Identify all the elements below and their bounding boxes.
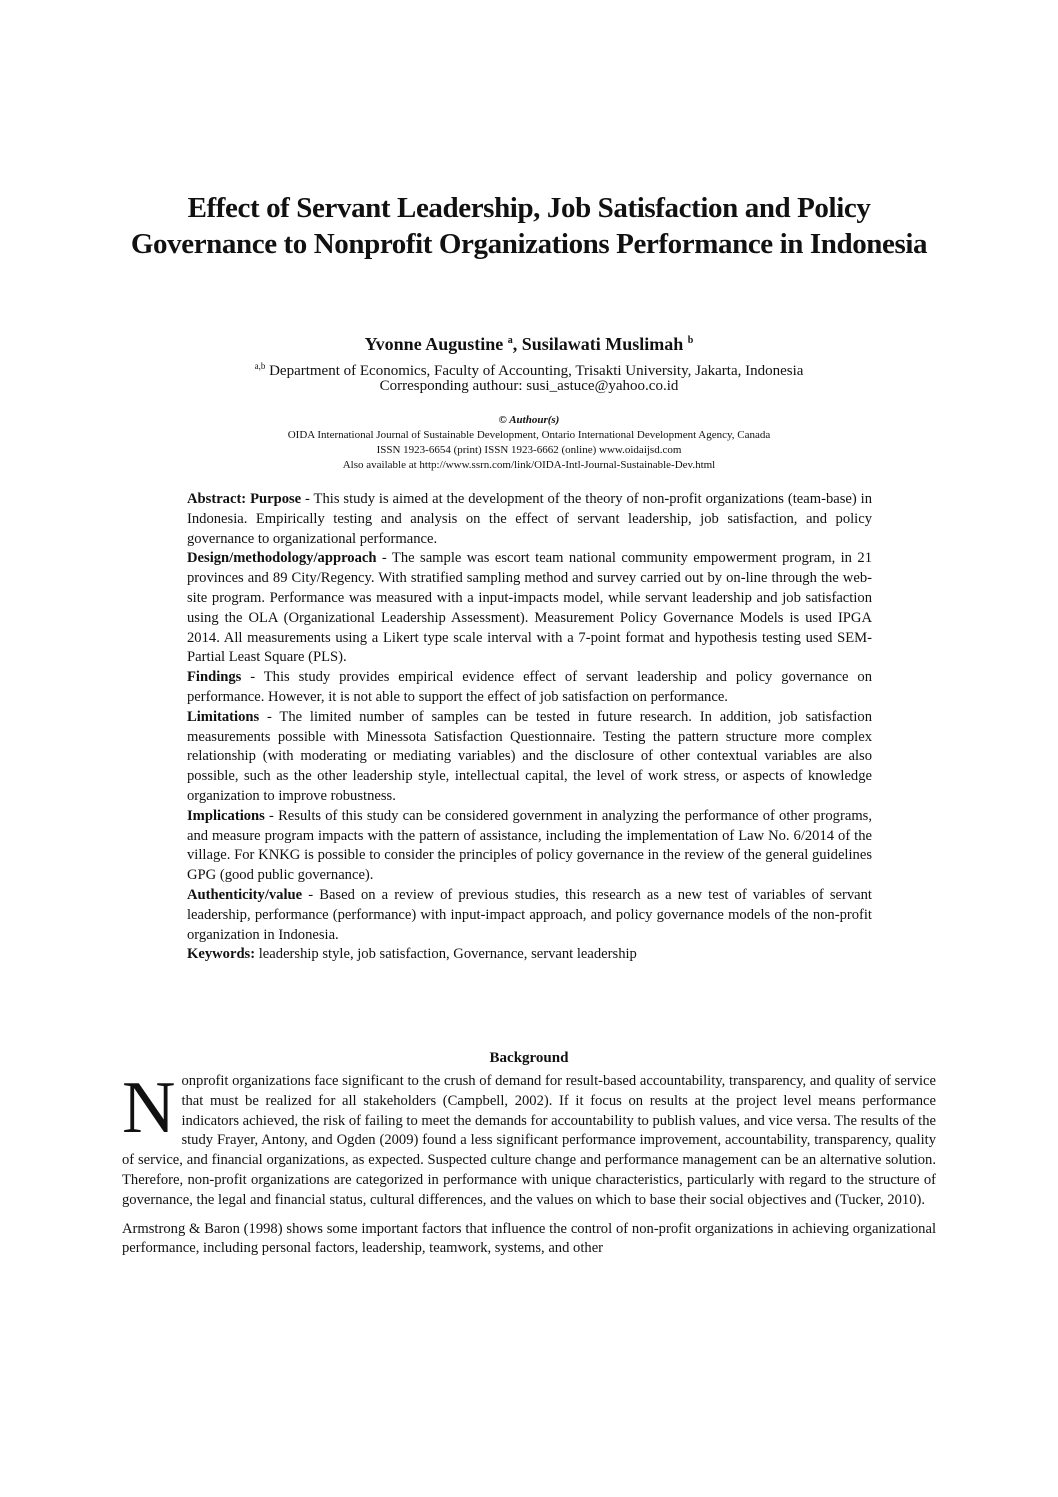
- abstract-findings: [187, 668, 872, 708]
- paper-title: Effect of Servant Leadership, Job Satisfaction and Policy Governance to Nonprofit Organizations Performance in Indonesia: [130, 192, 928, 260]
- journal-info: [120, 413, 938, 473]
- journal-name: OIDA International Journal of Sustainable Development, Ontario International Development Agency, Canada: [287, 429, 771, 441]
- body-paragraph: Armstrong & Baron (1998) shows some important factors that influence the control of non-profit organizations in achieving organizational performance, including personal factors, leadership, teamwork, systems, and other: [122, 1220, 936, 1257]
- author-affil-marker: a: [507, 335, 513, 346]
- section-label: Limitations: [187, 708, 260, 725]
- author-list: [120, 330, 938, 355]
- section-label: Implications: [187, 807, 265, 824]
- abstract-keywords: [187, 945, 872, 965]
- affiliation-marker: a,b: [254, 361, 266, 371]
- abstract-implications: [187, 807, 872, 886]
- author-name: Susilawati Muslimah: [521, 334, 684, 354]
- section-label: Abstract: Purpose: [187, 491, 302, 507]
- abstract-purpose: [187, 490, 872, 549]
- section-heading-background: Background: [489, 1050, 569, 1066]
- abstract-value: [187, 886, 872, 945]
- author-affil-marker: b: [687, 335, 694, 346]
- section-label: Keywords:: [187, 946, 256, 963]
- affiliation-text: Department of Economics, Faculty of Accounting, Trisakti University, Jakarta, Indonesia: [269, 363, 804, 379]
- section-text: - This study provides empirical evidence effect of servant leadership and policy governance on performance. However, it is not able to support the effect of job satisfaction on performance.: [187, 669, 872, 705]
- body-paragraph: [122, 1067, 936, 1211]
- journal-issn: ISSN 1923-6654 (print) ISSN 1923-6662 (online) www.oidaijsd.com: [376, 444, 682, 456]
- section-text: - Based on a review of previous studies, this research as a new test of variables of servant leadership, performance (performance) with input-impact approach, and policy governance models of the non-profit organization in Indonesia.: [187, 886, 872, 943]
- drop-cap: N: [122, 1067, 176, 1149]
- corresponding-author: Corresponding authour: susi_astuce@yahoo.co.id: [379, 378, 679, 394]
- paragraph-text: onprofit organizations face significant to the crush of demand for result-based accountability, transparency, and quality of service that must be realized for all stakeholders (Campbell, 2002). If it focus on results at the project level means performance indicators achieved, the risk of failing to meet the demands for accountability to publish values, and vice versa. The results of the study Frayer, Antony, and Ogden (2009) found a less significant performance improvement, accountability, transparency, quality of service, and financial organizations, as expected. Suspected culture change and performance management can be an alternative solution. Therefore, non-profit organizations are categorized in performance with unique characteristics, particularly with regard to the structure of governance, the legal and financial status, cultural differences, and the values on which to base their social objectives and (Tucker, 2010).: [122, 1073, 936, 1208]
- section-text: - The sample was escort team national community empowerment program, in 21 provinces and 89 City/Regency. With stratified sampling method and survey carried out by on-line through the web-site program. Performance was measured with a input-impacts model, while servant leadership and job satisfaction using the OLA (Organizational Leadership Assessment). Measurement Policy Governance Models is used IPGA 2014. All measurements using a Likert type scale interval with a 7-point format and hypothesis testing used SEM-Partial Least Square (PLS).: [187, 550, 872, 666]
- section-label: Authenticity/value: [187, 886, 303, 903]
- section-text: - The limited number of samples can be tested in future research. In addition, job satisfaction measurements possible with Minessota Satisfaction Questionnaire. Testing the pattern structure more complex relationship (with moderating or mediating variables) and the disclosure of other contextual variables are also possible, such as the other leadership style, intellectual capital, the level of work stress, or aspects of knowledge organization to improve robustness.: [187, 708, 872, 804]
- journal-availability: Also available at http://www.ssrn.com/link/OIDA-Intl-Journal-Sustainable-Dev.html: [342, 459, 716, 471]
- author-name: Yvonne Augustine: [364, 334, 504, 354]
- section-text: - This study is aimed at the development of the theory of non-profit organizations (team-base) in Indonesia. Empirically testing and analysis on the effect of servant leadership, job satisfaction, and policy governance to organizational performance.: [187, 491, 872, 547]
- section-label: Findings: [187, 669, 242, 686]
- background-body: [122, 1067, 936, 1268]
- abstract-design: [187, 549, 872, 668]
- section-text: leadership style, job satisfaction, Governance, servant leadership: [255, 946, 637, 963]
- section-label: Design/methodology/approach: [187, 550, 377, 567]
- author-separator: ,: [512, 334, 522, 354]
- abstract-limitations: [187, 708, 872, 807]
- section-text: - Results of this study can be considered government in analyzing the performance of other programs, and measure program impacts with the pattern of assistance, including the implementation of Law No. 6/2014 of the village. For KNKG is possible to consider the principles of policy governance in the review of the general guidelines GPG (good public governance).: [187, 807, 872, 884]
- abstract: [187, 490, 872, 965]
- copyright-line: © Authour(s): [498, 414, 560, 426]
